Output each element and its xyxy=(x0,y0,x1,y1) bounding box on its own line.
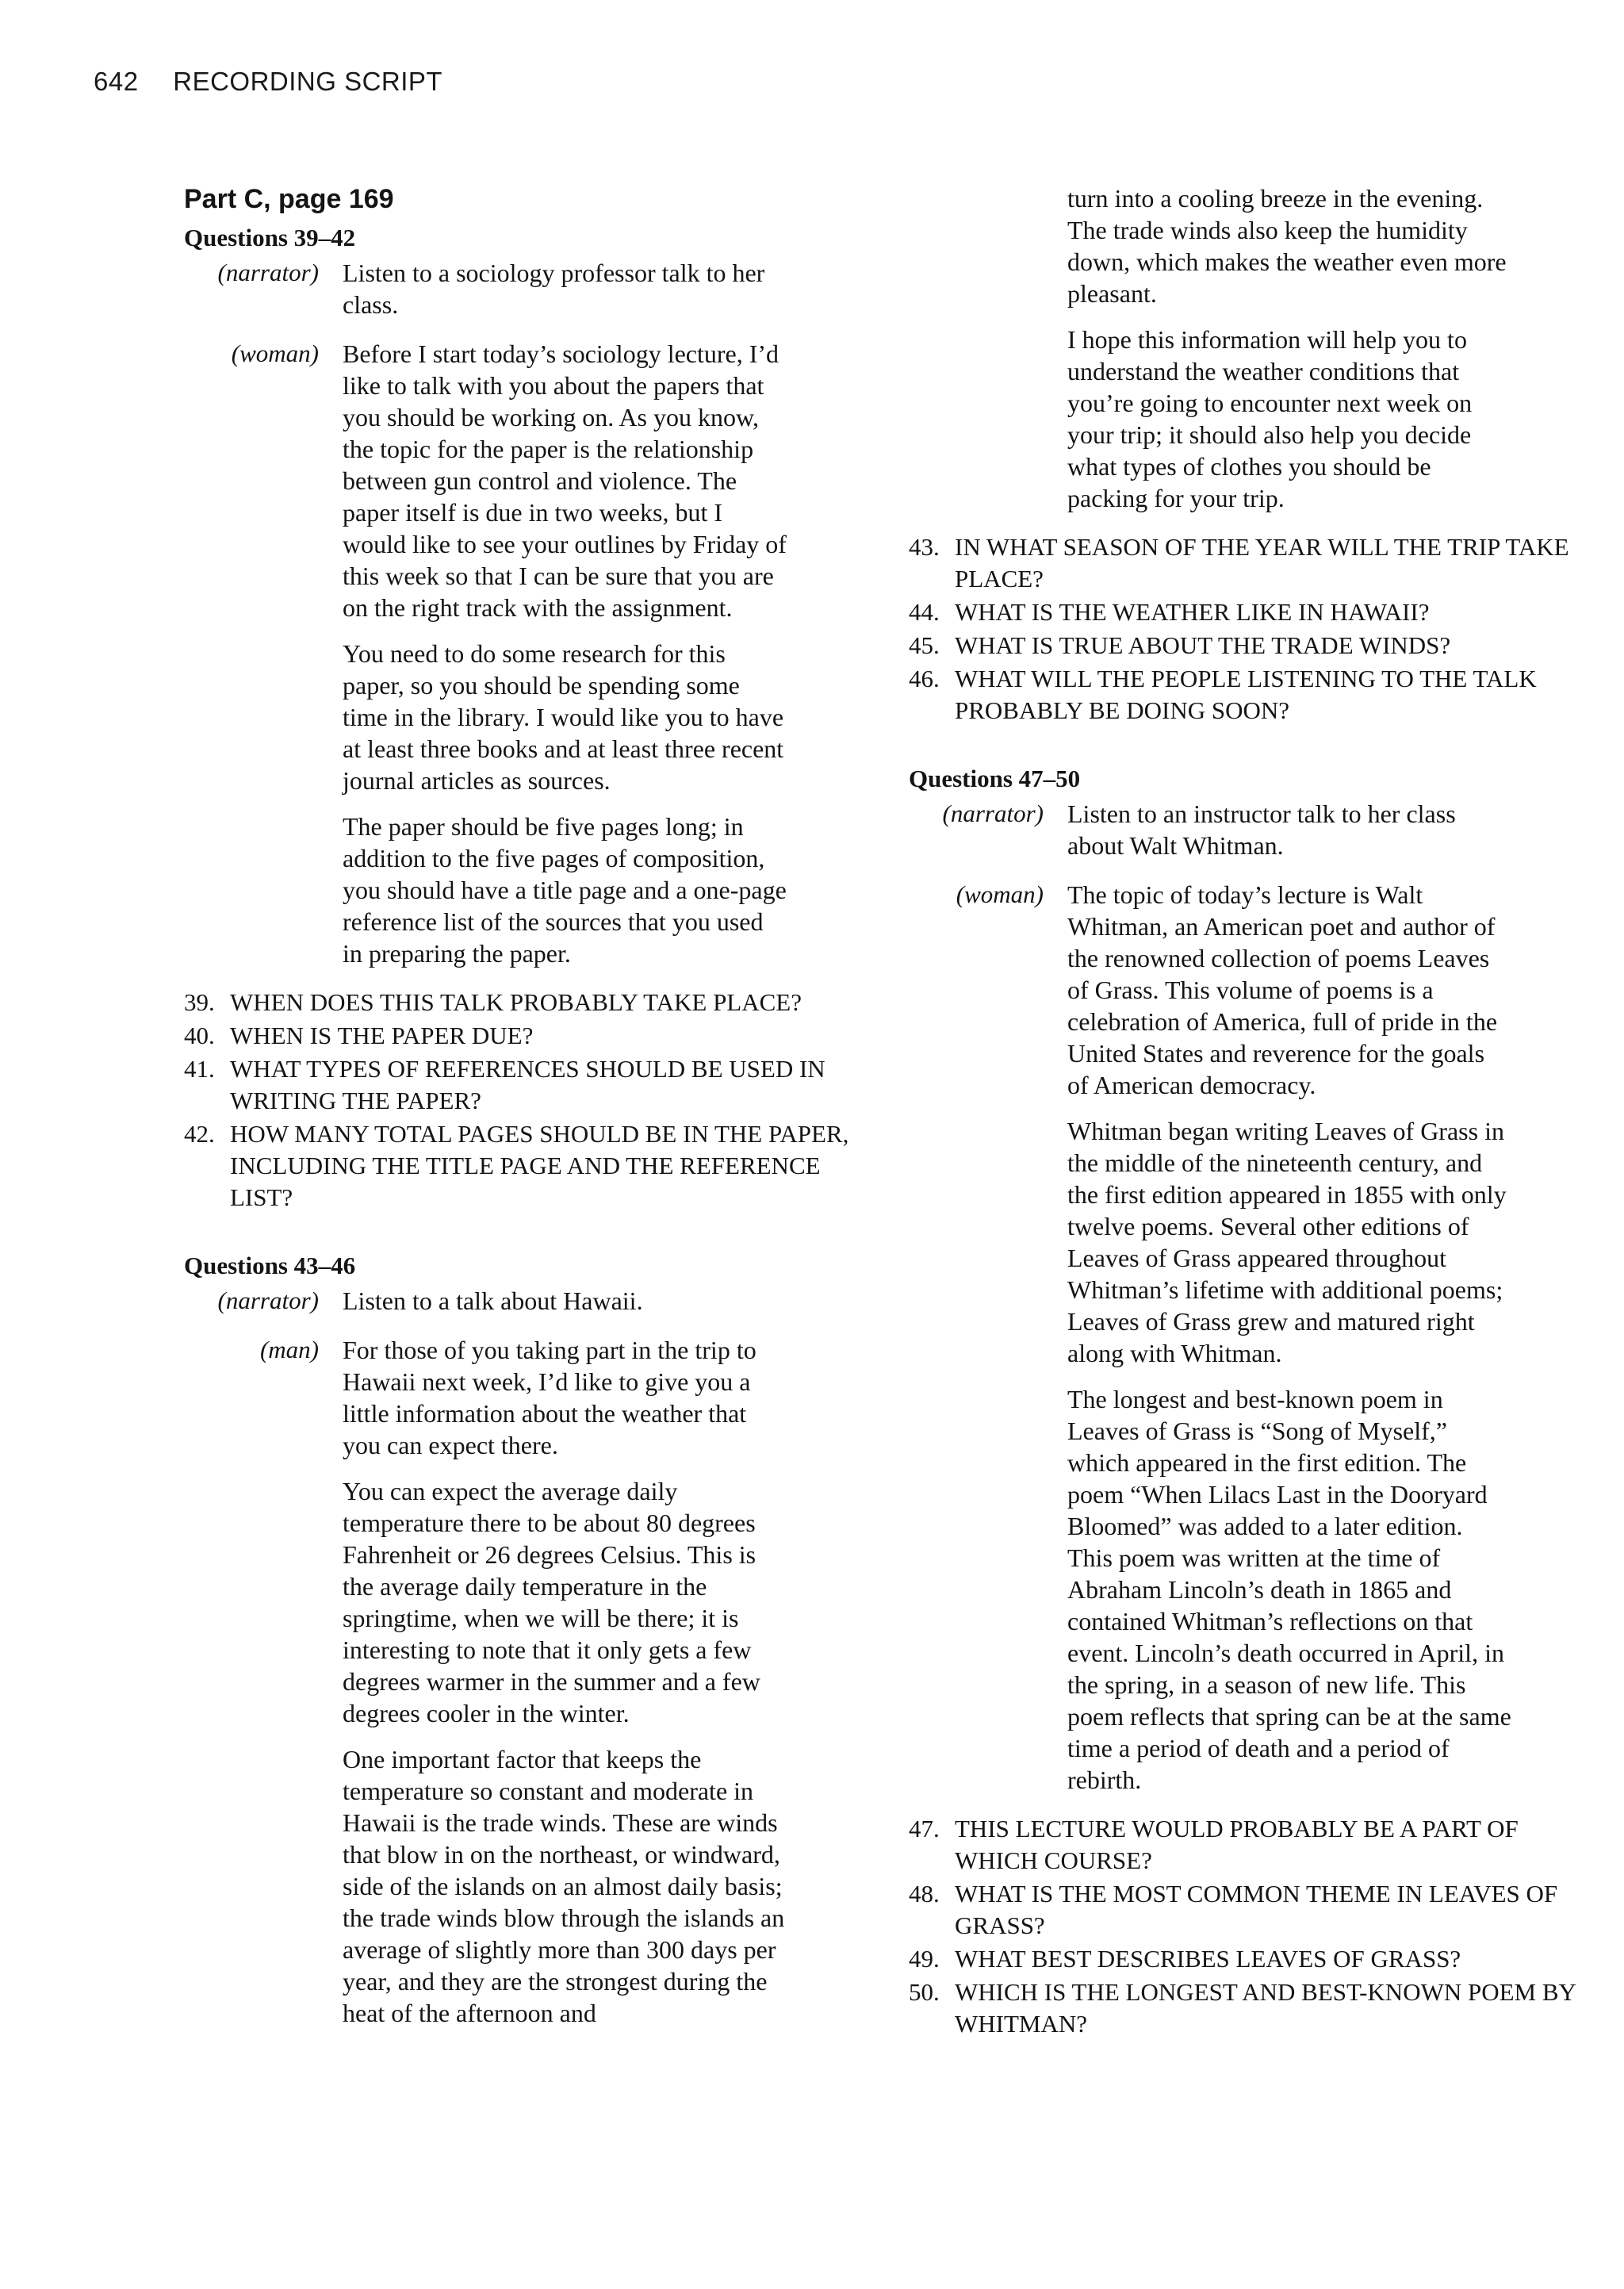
question-item: 39. WHEN DOES THIS TALK PROBABLY TAKE PLACE? xyxy=(184,988,802,1016)
speaker-label: (woman) xyxy=(956,880,1044,908)
question-group-39-42 xyxy=(184,222,866,1214)
question-item: 42. HOW MANY TOTAL PAGES SHOULD BE IN THE PAPER, INCLUDING THE TITLE PAGE AND THE REFERENCE LIST? xyxy=(184,1120,849,1211)
question-group-43-46 xyxy=(184,1250,866,2029)
speech-paragraph: Whitman began writing Leaves of Grass in the middle of the nineteenth century, and the first edition appeared in 1855 with only twelve poems. Several other editions of Leaves of Grass appeared throughout Whitman’s lifetime with additional poems; Leaves of Grass grew and matured right along with Whitman. xyxy=(1067,1117,1507,1367)
narrator-line xyxy=(184,1285,866,1317)
speech-paragraph: turn into a cooling breeze in the evening. The trade winds also keep the humidity down, which makes the weather even more pleasant. xyxy=(1067,184,1507,308)
running-head xyxy=(94,67,442,97)
question-item: 48. WHAT IS THE MOST COMMON THEME IN LEAVES OF GRASS? xyxy=(909,1880,1558,1939)
dialogue xyxy=(184,1285,866,2029)
narrator-text: Listen to a talk about Hawaii. xyxy=(343,1286,643,1315)
running-title: RECORDING SCRIPT xyxy=(173,67,443,96)
right-column xyxy=(909,182,1591,2042)
dialogue xyxy=(184,257,866,969)
narrator-line xyxy=(909,798,1591,861)
left-column xyxy=(184,182,866,2046)
speech-paragraph: The paper should be five pages long; in addition to the five pages of composition, you should have a title page and a one-page reference list of the sources that you used in preparing the paper. xyxy=(343,812,787,968)
speech-paragraph: The topic of today’s lecture is Walt Whitman, an American poet and author of the renowned collection of poems Leaves of Grass. This volume of poems is a celebration of America, full of pride in the United States and reverence for the goals of American democracy. xyxy=(1067,880,1498,1099)
group-heading: Questions 43–46 xyxy=(184,1252,356,1279)
question-list xyxy=(909,1813,1591,2040)
question-item: 41. WHAT TYPES OF REFERENCES SHOULD BE USED IN WRITING THE PAPER? xyxy=(184,1055,825,1114)
page-number: 642 xyxy=(94,67,139,96)
speech-paragraph: Before I start today’s sociology lecture, I’d like to talk with you about the papers that you should be working on. As you know, the topic for the paper is the relationship between gun control and violence. The paper itself is due in two weeks, but I would like to see your outlines by Friday of this week so that I can be sure that you are on the right track with the assignment. xyxy=(343,339,787,622)
narrator-text: Listen to an instructor talk to her class about Walt Whitman. xyxy=(1067,799,1456,860)
group-heading: Questions 39–42 xyxy=(184,224,356,251)
question-item: 45. WHAT IS TRUE ABOUT THE TRADE WINDS? xyxy=(909,631,1451,659)
speaker-label: (woman) xyxy=(231,339,319,367)
speaker-label: (narrator) xyxy=(217,1286,319,1314)
speaker-line xyxy=(184,338,866,969)
speech-paragraph: The longest and best-known poem in Leaves of Grass is “Song of Myself,” which appeared in the first edition. The poem “When Lilacs Last in the Dooryard Bloomed” was added to a later edition. This poem was written at the time of Abraham Lincoln’s death in 1865 and contained Whitman’s reflections on that event. Lincoln’s death occurred in April, in the spring, in a season of new life. This poem reflects that spring can be at the same time a period of death and a period of rebirth. xyxy=(1067,1385,1511,1794)
speaker-label: (narrator) xyxy=(217,259,319,286)
question-list xyxy=(184,987,866,1214)
speech-paragraph: You need to do some research for this paper, so you should be spending some time in the library. I would like you to have at least three books and at least three recent journal articles as sources. xyxy=(343,639,784,795)
speech-paragraph: I hope this information will help you to understand the weather conditions that you’re going to encounter next week on your trip; it should also help you decide what types of clothes you should be packing for your trip. xyxy=(1067,325,1473,512)
speech-paragraph: You can expect the average daily temperature there to be about 80 degrees Fahrenheit or 26 degrees Celsius. This is the average daily temperature in the springtime, when we will be there; it is interesting to note that it only gets a few degrees warmer in the summer and a few degrees cooler in the winter. xyxy=(343,1477,760,1727)
speech-continuation xyxy=(909,182,1591,514)
question-list xyxy=(909,531,1591,727)
group-heading: Questions 47–50 xyxy=(909,765,1081,792)
question-item: 46. WHAT WILL THE PEOPLE LISTENING TO THE TALK PROBABLY BE DOING SOON? xyxy=(909,665,1537,724)
speaker-line xyxy=(909,879,1591,1796)
speech-paragraph: For those of you taking part in the trip to Hawaii next week, I’d like to give you a little information about the weather that you can expect there. xyxy=(343,1336,756,1459)
dialogue xyxy=(909,798,1591,1796)
narrator-text: Listen to a sociology professor talk to her class. xyxy=(343,259,765,319)
question-item: 40. WHEN IS THE PAPER DUE? xyxy=(184,1022,534,1049)
part-heading: Part C, page 169 xyxy=(184,184,394,214)
speaker-label: (man) xyxy=(259,1336,319,1363)
speaker-label: (narrator) xyxy=(942,799,1044,827)
question-item: 43. IN WHAT SEASON OF THE YEAR WILL THE TRIP TAKE PLACE? xyxy=(909,533,1569,592)
question-item: 47. THIS LECTURE WOULD PROBABLY BE A PART OF WHICH COURSE? xyxy=(909,1815,1519,1874)
speech-paragraph: One important factor that keeps the temperature so constant and moderate in Hawaii is the trade winds. These are winds that blow in on the northeast, or windward, side of the islands on an almost daily basis; the trade winds blow through the islands an average of slightly more than 300 days per year, and they are the strongest during the heat of the afternoon and xyxy=(343,1745,785,2027)
narrator-line xyxy=(184,257,866,320)
speaker-line xyxy=(184,1334,866,2029)
question-item: 50. WHICH IS THE LONGEST AND BEST-KNOWN POEM BY WHITMAN? xyxy=(909,1978,1576,2038)
question-item: 44. WHAT IS THE WEATHER LIKE IN HAWAII? xyxy=(909,598,1430,626)
question-item: 49. WHAT BEST DESCRIBES LEAVES OF GRASS? xyxy=(909,1945,1461,1973)
question-group-47-50 xyxy=(909,763,1591,2040)
